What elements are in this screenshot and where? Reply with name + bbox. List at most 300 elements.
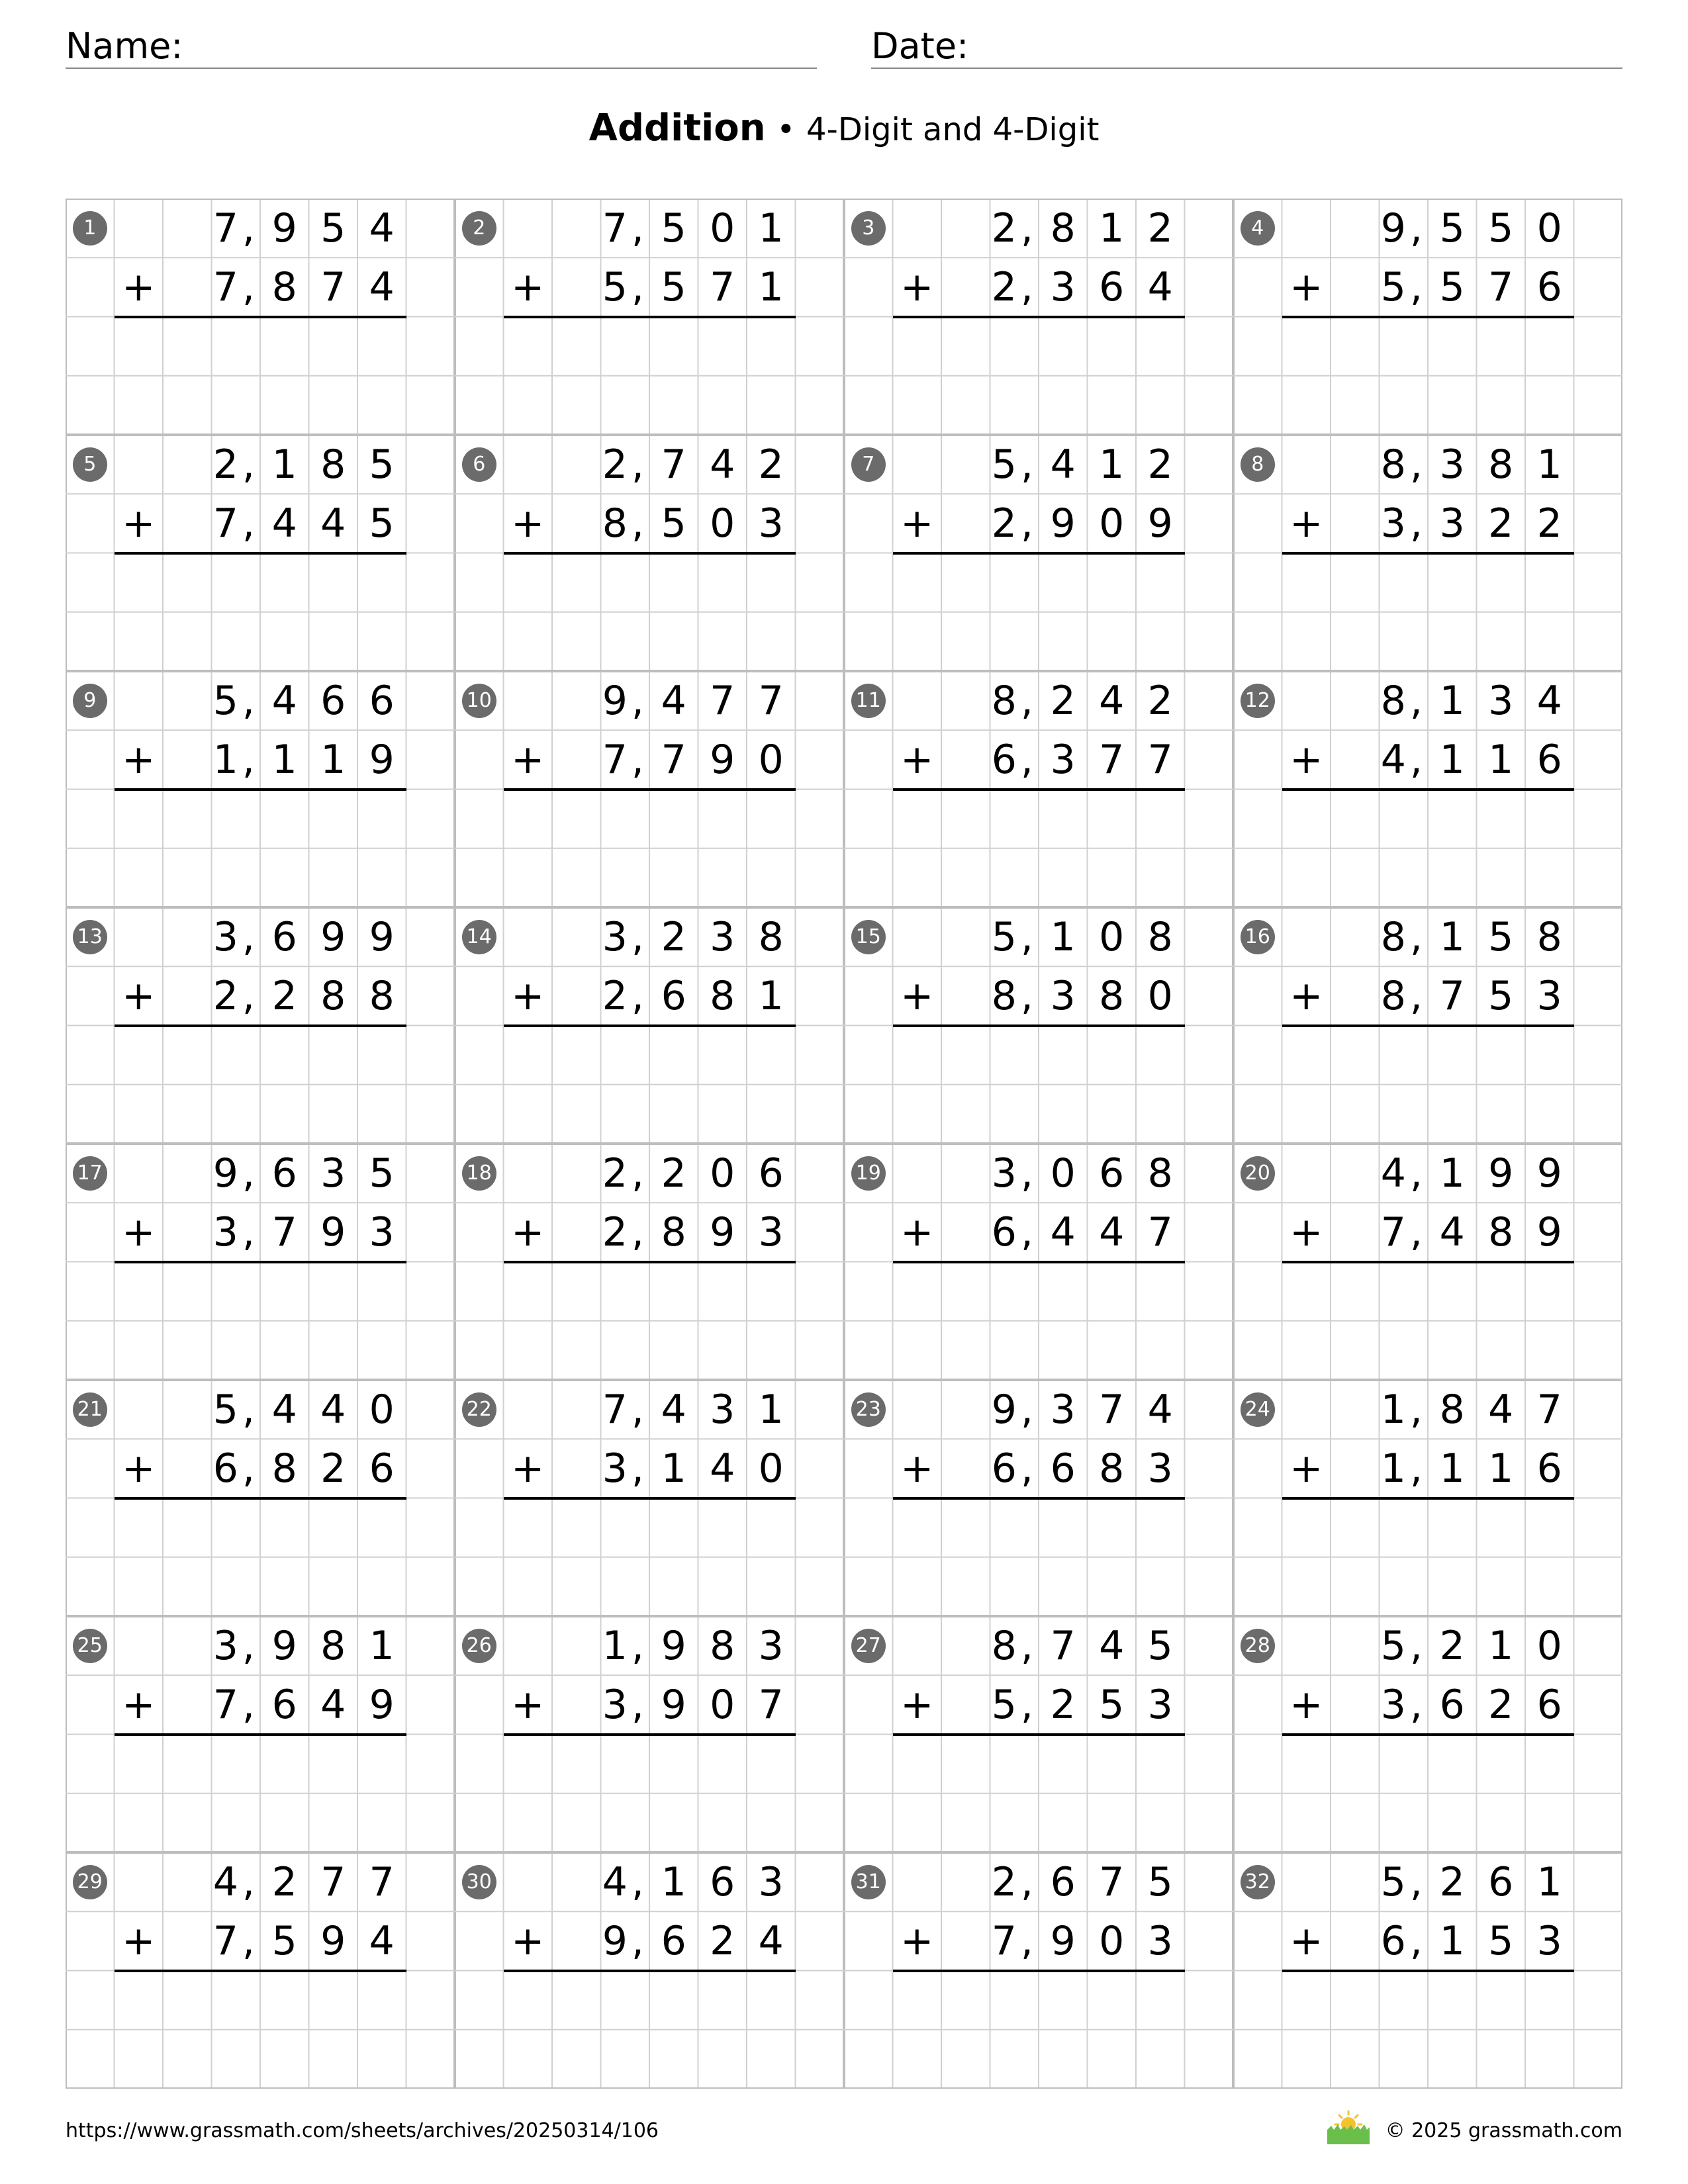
addend-top-digit: 8, (1380, 913, 1427, 960)
plus-sign: + (900, 1681, 934, 1728)
answer-area[interactable] (115, 790, 406, 908)
addend-top-digit: 7 (1050, 1622, 1076, 1669)
addend-top-digit: 1 (271, 441, 297, 488)
addend-bottom-digit: 4 (1050, 1208, 1076, 1255)
problem-block (1233, 1144, 1622, 1380)
addend-top-digit: 2, (602, 1150, 648, 1197)
addend-top-digit: 4 (1099, 677, 1125, 724)
answer-area[interactable] (1282, 1498, 1574, 1617)
addend-top-digit: 5 (1488, 913, 1514, 960)
addend-top-digit: 3, (991, 1150, 1037, 1197)
addend-top-digit: 4 (661, 677, 686, 724)
addend-bottom-digit: 5 (1439, 263, 1465, 310)
addend-bottom-digit: 2 (710, 1917, 735, 1964)
addend-bottom-digit: 3 (1536, 1917, 1562, 1964)
addend-bottom-digit: 6 (1536, 736, 1562, 783)
addend-bottom-digit: 5 (369, 500, 395, 547)
addend-bottom-digit: 0 (758, 1445, 784, 1492)
problem-number-badge: 9 (73, 684, 107, 718)
addend-bottom-digit: 7 (1099, 736, 1125, 783)
problem-block (66, 671, 455, 907)
addend-bottom-digit: 2 (1536, 500, 1562, 547)
addend-bottom-digit: 6, (991, 1445, 1037, 1492)
addend-top-digit: 6 (710, 1858, 735, 1905)
addend-bottom-digit: 9 (1147, 500, 1173, 547)
addend-bottom-digit: 1 (661, 1445, 686, 1492)
answer-area[interactable] (893, 1498, 1185, 1617)
problem-block (66, 907, 455, 1144)
addend-top-digit: 0 (369, 1386, 395, 1433)
answer-area[interactable] (504, 1498, 796, 1617)
addend-top-digit: 9, (212, 1150, 259, 1197)
problem-block (844, 1852, 1233, 2089)
addend-top-digit: 3 (710, 1386, 735, 1433)
answer-area[interactable] (504, 790, 796, 908)
addend-top-digit: 8 (1439, 1386, 1465, 1433)
plus-sign: + (511, 1917, 545, 1964)
addend-top-digit: 5, (991, 441, 1037, 488)
addend-bottom-digit: 8 (710, 972, 735, 1019)
addend-bottom-digit: 4 (320, 1681, 346, 1728)
addend-top-digit: 7 (320, 1858, 346, 1905)
problem-block (1233, 1380, 1622, 1616)
addend-top-digit: 8, (1380, 677, 1427, 724)
addend-top-digit: 7 (758, 677, 784, 724)
problem-block (455, 435, 844, 671)
problem-number-badge: 16 (1241, 920, 1275, 954)
addend-top-digit: 1 (1488, 1622, 1514, 1669)
addend-bottom-digit: 8 (271, 263, 297, 310)
addend-top-digit: 9, (991, 1386, 1037, 1433)
addend-bottom-digit: 9 (710, 1208, 735, 1255)
addend-top-digit: 3 (710, 913, 735, 960)
addend-bottom-digit: 3, (602, 1445, 648, 1492)
problem-block (66, 1380, 455, 1616)
date-line[interactable] (871, 68, 1622, 69)
addend-bottom-digit: 4 (369, 263, 395, 310)
addend-bottom-digit: 6 (661, 1917, 686, 1964)
addend-bottom-digit: 6, (991, 736, 1037, 783)
answer-area[interactable] (893, 553, 1185, 672)
addend-bottom-digit: 2, (991, 263, 1037, 310)
addend-top-digit: 8, (991, 677, 1037, 724)
addend-top-digit: 7 (369, 1858, 395, 1905)
plus-sign: + (900, 736, 934, 783)
addend-top-digit: 3, (212, 913, 259, 960)
plus-sign: + (122, 736, 156, 783)
addend-bottom-digit: 9 (1050, 500, 1076, 547)
addend-bottom-digit: 1 (758, 263, 784, 310)
addend-bottom-digit: 6 (1536, 1681, 1562, 1728)
addend-bottom-digit: 1, (212, 736, 259, 783)
addend-top-digit: 1 (1439, 913, 1465, 960)
problem-block (1233, 1616, 1622, 1852)
problem-block (1233, 435, 1622, 671)
problem-number-badge: 5 (73, 447, 107, 482)
title-main: Addition (588, 107, 766, 150)
addend-bottom-digit: 4 (710, 1445, 735, 1492)
addend-top-digit: 1 (661, 1858, 686, 1905)
addend-top-digit: 2 (1439, 1858, 1465, 1905)
plus-sign: + (900, 972, 934, 1019)
addend-bottom-digit: 3 (1050, 263, 1076, 310)
addend-top-digit: 9, (1380, 205, 1427, 251)
problem-number-badge: 23 (851, 1392, 886, 1427)
addend-bottom-digit: 3 (369, 1208, 395, 1255)
addend-bottom-digit: 4 (369, 1917, 395, 1964)
plus-sign: + (900, 1208, 934, 1255)
addend-bottom-digit: 7 (710, 263, 735, 310)
addend-top-digit: 4 (1050, 441, 1076, 488)
answer-area[interactable] (504, 1971, 796, 2089)
name-line[interactable] (66, 68, 817, 69)
problem-number-badge: 29 (73, 1865, 107, 1899)
addend-top-digit: 7 (710, 677, 735, 724)
addend-bottom-digit: 0 (1099, 1917, 1125, 1964)
addend-top-digit: 9 (369, 913, 395, 960)
addend-bottom-digit: 4 (271, 500, 297, 547)
addend-bottom-digit: 8 (1488, 1208, 1514, 1255)
addend-top-digit: 9 (1488, 1150, 1514, 1197)
addend-top-digit: 2 (661, 1150, 686, 1197)
problem-block (455, 199, 844, 435)
addend-bottom-digit: 9 (1050, 1917, 1076, 1964)
title-separator: • (776, 111, 796, 148)
addend-bottom-digit: 8 (1099, 1445, 1125, 1492)
addend-bottom-digit: 7 (1147, 1208, 1173, 1255)
answer-area[interactable] (115, 1735, 406, 1853)
answer-area[interactable] (1282, 317, 1574, 435)
problem-grid (66, 199, 1622, 2089)
problem-number-badge: 6 (462, 447, 496, 482)
addend-bottom-digit: 6 (1536, 1445, 1562, 1492)
addend-top-digit: 5, (212, 1386, 259, 1433)
addend-bottom-digit: 9 (369, 1681, 395, 1728)
answer-area[interactable] (1282, 1971, 1574, 2089)
plus-sign: + (1289, 263, 1323, 310)
addend-bottom-digit: 9 (320, 1917, 346, 1964)
addend-top-digit: 5 (661, 205, 686, 251)
addend-top-digit: 2 (758, 441, 784, 488)
addend-bottom-digit: 4 (1439, 1208, 1465, 1255)
addend-bottom-digit: 1 (271, 736, 297, 783)
addend-bottom-digit: 5, (991, 1681, 1037, 1728)
addend-top-digit: 8 (1488, 441, 1514, 488)
problem-block (455, 671, 844, 907)
answer-area[interactable] (504, 1735, 796, 1853)
addend-bottom-digit: 7 (661, 736, 686, 783)
addend-bottom-digit: 5 (661, 263, 686, 310)
addend-top-digit: 3 (758, 1622, 784, 1669)
plus-sign: + (1289, 500, 1323, 547)
addend-bottom-digit: 4 (1147, 263, 1173, 310)
answer-area[interactable] (115, 1971, 406, 2089)
addend-bottom-digit: 0 (758, 736, 784, 783)
addend-top-digit: 4 (271, 1386, 297, 1433)
worksheet-title (0, 105, 1688, 154)
addend-bottom-digit: 3 (1050, 736, 1076, 783)
footer-url: https://www.grassmath.com/sheets/archives/20250314/106 (66, 2119, 659, 2142)
addend-top-digit: 4 (320, 1386, 346, 1433)
problem-block (66, 1616, 455, 1852)
addend-top-digit: 1, (1380, 1386, 1427, 1433)
addend-bottom-digit: 2 (271, 972, 297, 1019)
addend-top-digit: 4 (710, 441, 735, 488)
addend-top-digit: 2 (1050, 677, 1076, 724)
answer-area[interactable] (115, 553, 406, 672)
addend-bottom-digit: 8, (991, 972, 1037, 1019)
addend-top-digit: 7 (661, 441, 686, 488)
problem-block (844, 1380, 1233, 1616)
addend-bottom-digit: 1 (1439, 1917, 1465, 1964)
addend-bottom-digit: 1 (320, 736, 346, 783)
problem-number-badge: 19 (851, 1156, 886, 1191)
problem-block (844, 1144, 1233, 1380)
addend-top-digit: 4 (1147, 1386, 1173, 1433)
answer-area[interactable] (504, 1262, 796, 1381)
addend-bottom-digit: 4 (1099, 1208, 1125, 1255)
plus-sign: + (122, 972, 156, 1019)
problem-number-badge: 17 (73, 1156, 107, 1191)
addend-top-digit: 7 (1536, 1386, 1562, 1433)
problem-block (455, 1852, 844, 2089)
addend-top-digit: 9 (271, 205, 297, 251)
answer-area[interactable] (115, 317, 406, 435)
answer-area[interactable] (1282, 1026, 1574, 1144)
plus-sign: + (511, 500, 545, 547)
addend-bottom-digit: 1, (1380, 1445, 1427, 1492)
addend-bottom-digit: 5 (1099, 1681, 1125, 1728)
problem-number-badge: 22 (462, 1392, 496, 1427)
addend-bottom-digit: 9, (602, 1917, 648, 1964)
answer-area[interactable] (893, 1735, 1185, 1853)
addend-top-digit: 2 (271, 1858, 297, 1905)
addend-top-digit: 5, (212, 677, 259, 724)
addend-bottom-digit: 8, (602, 500, 648, 547)
plus-sign: + (511, 1445, 545, 1492)
addend-top-digit: 6 (758, 1150, 784, 1197)
answer-area[interactable] (893, 1262, 1185, 1381)
answer-area[interactable] (1282, 553, 1574, 672)
problem-number-badge: 30 (462, 1865, 496, 1899)
addend-top-digit: 6 (1050, 1858, 1076, 1905)
addend-bottom-digit: 3 (1147, 1445, 1173, 1492)
addend-top-digit: 1 (1536, 1858, 1562, 1905)
addend-bottom-digit: 3 (1536, 972, 1562, 1019)
addend-top-digit: 5 (1439, 205, 1465, 251)
date-label: Date: (871, 25, 969, 67)
problem-block (1233, 907, 1622, 1144)
addend-bottom-digit: 9 (661, 1681, 686, 1728)
addend-top-digit: 3 (1439, 441, 1465, 488)
addend-bottom-digit: 8 (271, 1445, 297, 1492)
addend-bottom-digit: 2, (602, 972, 648, 1019)
addend-bottom-digit: 7 (1488, 263, 1514, 310)
addend-bottom-digit: 7, (602, 736, 648, 783)
problem-number-badge: 21 (73, 1392, 107, 1427)
addend-top-digit: 9 (271, 1622, 297, 1669)
addend-bottom-digit: 8 (320, 972, 346, 1019)
addend-top-digit: 4, (602, 1858, 648, 1905)
addend-top-digit: 1 (1099, 441, 1125, 488)
addend-bottom-digit: 0 (1147, 972, 1173, 1019)
plus-sign: + (122, 1445, 156, 1492)
answer-area[interactable] (504, 1026, 796, 1144)
addend-top-digit: 5 (320, 205, 346, 251)
problem-block (844, 1616, 1233, 1852)
addend-bottom-digit: 2 (1488, 500, 1514, 547)
addend-top-digit: 2, (602, 441, 648, 488)
addend-bottom-digit: 5 (661, 500, 686, 547)
answer-area[interactable] (115, 1026, 406, 1144)
addend-bottom-digit: 1 (758, 972, 784, 1019)
addend-bottom-digit: 7 (758, 1681, 784, 1728)
answer-area[interactable] (1282, 1735, 1574, 1853)
addend-top-digit: 2 (1439, 1622, 1465, 1669)
addend-bottom-digit: 3 (1439, 500, 1465, 547)
plus-sign: + (511, 972, 545, 1019)
plus-sign: + (122, 1681, 156, 1728)
addend-top-digit: 6 (271, 1150, 297, 1197)
addend-bottom-digit: 9 (710, 736, 735, 783)
problem-block (455, 1144, 844, 1380)
addend-bottom-digit: 2, (991, 500, 1037, 547)
addend-bottom-digit: 6 (369, 1445, 395, 1492)
plus-sign: + (511, 1208, 545, 1255)
answer-area[interactable] (115, 1498, 406, 1617)
addend-top-digit: 0 (1050, 1150, 1076, 1197)
addend-top-digit: 0 (710, 1150, 735, 1197)
addend-top-digit: 2, (991, 1858, 1037, 1905)
addend-bottom-digit: 6, (1380, 1917, 1427, 1964)
problem-block (844, 671, 1233, 907)
title-subtitle: 4-Digit and 4-Digit (806, 111, 1100, 148)
addend-top-digit: 0 (1536, 1622, 1562, 1669)
addend-top-digit: 6 (1488, 1858, 1514, 1905)
addend-top-digit: 5, (1380, 1622, 1427, 1669)
problem-number-badge: 2 (462, 211, 496, 246)
addend-top-digit: 0 (1099, 913, 1125, 960)
addend-bottom-digit: 4 (320, 500, 346, 547)
addend-top-digit: 5, (1380, 1858, 1427, 1905)
addend-bottom-digit: 7 (1147, 736, 1173, 783)
problem-number-badge: 8 (1241, 447, 1275, 482)
addend-top-digit: 3, (212, 1622, 259, 1669)
problem-block (455, 907, 844, 1144)
problem-block (66, 199, 455, 435)
addend-bottom-digit: 5, (602, 263, 648, 310)
addend-bottom-digit: 8 (1099, 972, 1125, 1019)
addend-top-digit: 2 (661, 913, 686, 960)
answer-area[interactable] (893, 790, 1185, 908)
addend-top-digit: 2, (212, 441, 259, 488)
addend-top-digit: 9 (1536, 1150, 1562, 1197)
problem-block (455, 1380, 844, 1616)
addend-bottom-digit: 5 (271, 1917, 297, 1964)
addend-top-digit: 8, (991, 1622, 1037, 1669)
plus-sign: + (900, 500, 934, 547)
grass-sun-logo-icon (1326, 2110, 1371, 2146)
addend-bottom-digit: 7 (271, 1208, 297, 1255)
problem-number-badge: 1 (73, 211, 107, 246)
plus-sign: + (900, 1917, 934, 1964)
addend-bottom-digit: 3 (758, 1208, 784, 1255)
addend-bottom-digit: 3, (602, 1681, 648, 1728)
answer-area[interactable] (893, 317, 1185, 435)
answer-area[interactable] (115, 1262, 406, 1381)
addend-top-digit: 3 (758, 1858, 784, 1905)
addend-bottom-digit: 5, (1380, 263, 1427, 310)
addend-bottom-digit: 7 (1439, 972, 1465, 1019)
addend-top-digit: 1 (1439, 677, 1465, 724)
plus-sign: + (122, 1917, 156, 1964)
addend-top-digit: 5, (991, 913, 1037, 960)
problem-block (844, 199, 1233, 435)
addend-bottom-digit: 7, (212, 1681, 259, 1728)
addend-top-digit: 8 (758, 913, 784, 960)
addend-top-digit: 2, (991, 205, 1037, 251)
addend-top-digit: 6 (369, 677, 395, 724)
plus-sign: + (511, 736, 545, 783)
addend-top-digit: 1 (758, 1386, 784, 1433)
plus-sign: + (122, 500, 156, 547)
answer-area[interactable] (504, 317, 796, 435)
addend-bottom-digit: 3 (1147, 1917, 1173, 1964)
addend-bottom-digit: 3, (212, 1208, 259, 1255)
plus-sign: + (1289, 736, 1323, 783)
addend-bottom-digit: 8 (369, 972, 395, 1019)
addend-top-digit: 5 (1147, 1622, 1173, 1669)
addend-bottom-digit: 1 (1488, 1445, 1514, 1492)
addend-bottom-digit: 7, (1380, 1208, 1427, 1255)
addend-top-digit: 8 (320, 441, 346, 488)
plus-sign: + (1289, 1917, 1323, 1964)
problem-block (1233, 671, 1622, 907)
problem-number-badge: 11 (851, 684, 886, 718)
problem-number-badge: 4 (1241, 211, 1275, 246)
addend-top-digit: 5 (369, 1150, 395, 1197)
plus-sign: + (122, 263, 156, 310)
name-label: Name: (66, 25, 183, 67)
addend-top-digit: 8 (710, 1622, 735, 1669)
addend-bottom-digit: 6 (1536, 263, 1562, 310)
addend-top-digit: 8, (1380, 441, 1427, 488)
addend-top-digit: 1 (1536, 441, 1562, 488)
addend-top-digit: 3, (602, 913, 648, 960)
problem-block (1233, 199, 1622, 435)
addend-bottom-digit: 2, (602, 1208, 648, 1255)
problem-block (455, 1616, 844, 1852)
answer-area[interactable] (1282, 790, 1574, 908)
problem-block (844, 435, 1233, 671)
addend-top-digit: 8 (320, 1622, 346, 1669)
addend-top-digit: 5 (1147, 1858, 1173, 1905)
answer-area[interactable] (1282, 1262, 1574, 1381)
answer-area[interactable] (893, 1971, 1185, 2089)
problem-number-badge: 18 (462, 1156, 496, 1191)
answer-area[interactable] (504, 553, 796, 672)
addend-bottom-digit: 0 (710, 1681, 735, 1728)
addend-bottom-digit: 4 (758, 1917, 784, 1964)
addend-bottom-digit: 1 (1439, 1445, 1465, 1492)
problem-number-badge: 28 (1241, 1629, 1275, 1663)
addend-bottom-digit: 6, (991, 1208, 1037, 1255)
addend-top-digit: 4 (1536, 677, 1562, 724)
problem-number-badge: 15 (851, 920, 886, 954)
plus-sign: + (511, 1681, 545, 1728)
problem-number-badge: 20 (1241, 1156, 1275, 1191)
answer-area[interactable] (893, 1026, 1185, 1144)
